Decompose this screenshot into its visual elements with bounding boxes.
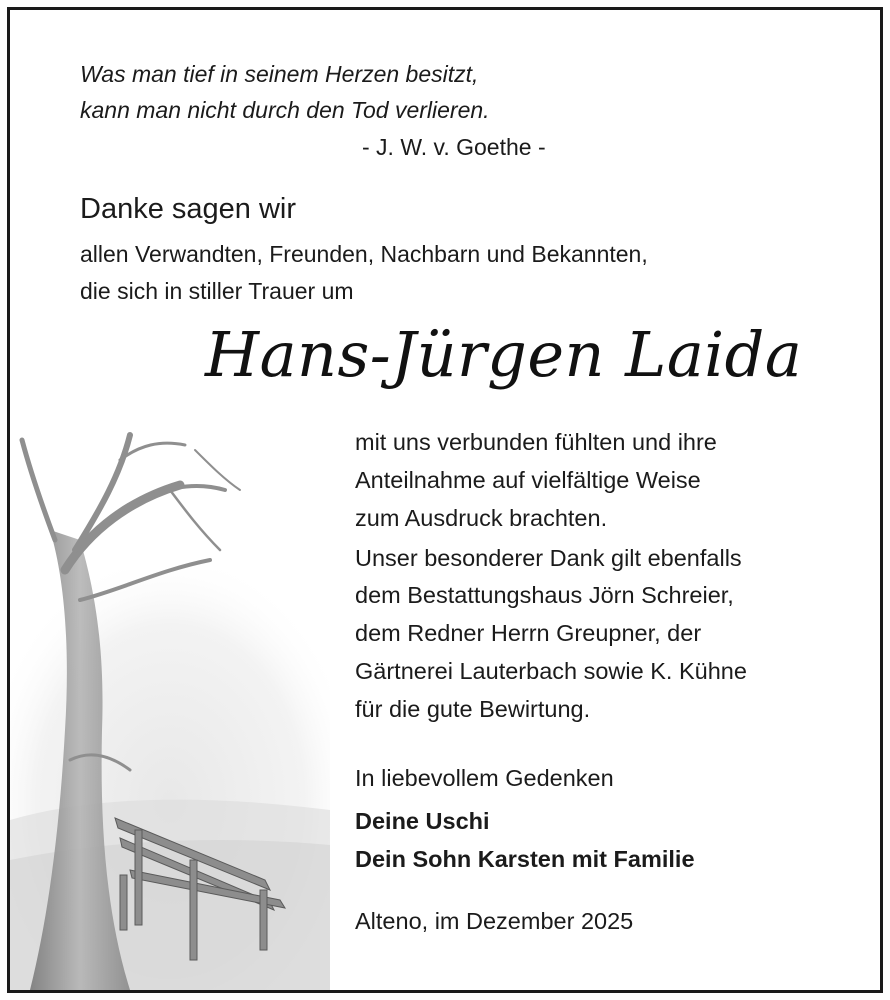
signer-1: Deine Uschi <box>355 808 490 834</box>
thanks-line-1: allen Verwandten, Freunden, Nachbarn und Bekannten, <box>80 241 648 267</box>
quote-line-2: kann man nicht durch den Tod verlieren. <box>80 97 490 123</box>
thanks-heading: Danke sagen wir <box>80 193 296 225</box>
remembrance-line: In liebevollem Gedenken <box>355 765 614 791</box>
body-line: Anteilnahme auf vielfältige Weise <box>355 467 701 493</box>
body-line: Unser besonderer Dank gilt ebenfalls <box>355 545 742 571</box>
body-line: für die gute Bewirtung. <box>355 696 591 722</box>
quote-author: - J. W. v. Goethe - <box>362 134 546 160</box>
deceased-name: Hans-Jürgen Laida <box>205 318 803 391</box>
place-date: Alteno, im Dezember 2025 <box>355 908 634 934</box>
tree-bench-illustration <box>10 390 330 990</box>
body-line: dem Redner Herrn Greupner, der <box>355 620 702 646</box>
body-line: zum Ausdruck brachten. <box>355 505 608 531</box>
body-line: mit uns verbunden fühlten und ihre <box>355 429 717 455</box>
quote-line-1: Was man tief in seinem Herzen besitzt, <box>80 61 479 87</box>
thanks-line-2: die sich in stiller Trauer um <box>80 278 354 304</box>
signer-2: Dein Sohn Karsten mit Familie <box>355 846 695 872</box>
body-line: Gärtnerei Lauterbach sowie K. Kühne <box>355 658 747 684</box>
body-line: dem Bestattungshaus Jörn Schreier, <box>355 582 734 608</box>
